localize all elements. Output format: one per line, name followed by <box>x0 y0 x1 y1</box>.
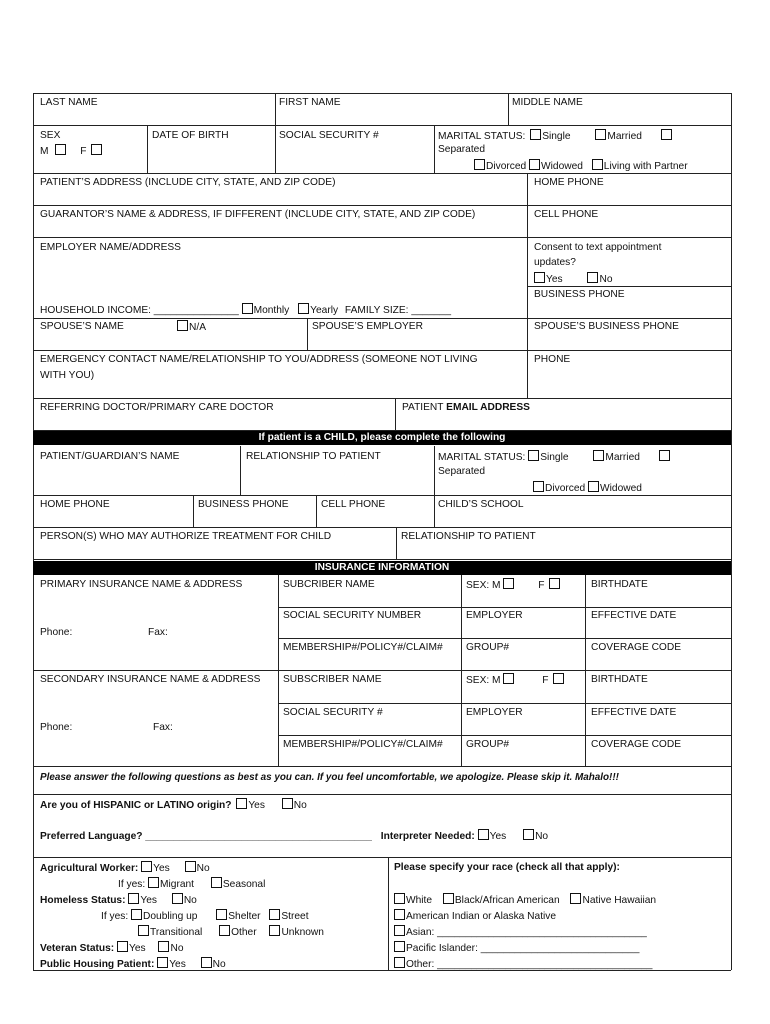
label-consent-line1: Consent to text appointment <box>534 242 662 253</box>
label-hispanic-no: No <box>293 800 307 811</box>
label-cell-phone: CELL PHONE <box>534 209 599 220</box>
checkbox-homeless-yes[interactable] <box>128 893 139 904</box>
label-asian: Asian: _____________________________________ <box>406 927 647 938</box>
label-shelter: Shelter <box>228 911 261 922</box>
homeless-row <box>40 893 197 907</box>
label-last-name: LAST NAME <box>40 97 98 108</box>
marital-status-row3 <box>474 159 688 173</box>
label-married: Married <box>607 131 642 142</box>
label-american-indian: American Indian or Alaska Native <box>406 911 557 922</box>
checkbox-child-single[interactable] <box>528 450 539 461</box>
label-emergency-line1: EMERGENCY CONTACT NAME/RELATIONSHIP TO YOU/ADDRESS (SOMEONE NOT LIVING <box>40 354 478 365</box>
race-row2 <box>394 909 556 923</box>
checkbox-race-other[interactable] <box>394 957 405 968</box>
public-housing-row <box>40 957 226 971</box>
label-consent-line2: updates? <box>534 257 576 268</box>
checkbox-child-married[interactable] <box>593 450 604 461</box>
label-seasonal: Seasonal <box>222 879 266 890</box>
label-hispanic: Are you of HISPANIC or LATINO origin? <box>40 800 232 811</box>
checkbox-agricultural-no[interactable] <box>185 861 196 872</box>
label-primary-employer: EMPLOYER <box>466 610 523 621</box>
label-secondary-effective-date: EFFECTIVE DATE <box>591 707 677 718</box>
label-primary-sex-m: SEX: M <box>466 580 501 591</box>
label-veteran-yes: Yes <box>129 943 146 954</box>
checkbox-hispanic-yes[interactable] <box>236 798 247 809</box>
label-sex-m: M <box>40 146 49 157</box>
label-doubling-up: Doubling up <box>143 911 198 922</box>
child-marital-row1 <box>438 450 671 464</box>
checkbox-interpreter-no[interactable] <box>523 829 534 840</box>
label-agricultural-worker: Agricultural Worker: <box>40 863 139 874</box>
label-public-housing-no: No <box>212 959 226 970</box>
child-section-header: If patient is a CHILD, please complete the following <box>33 431 731 445</box>
label-patient: PATIENT <box>402 402 444 413</box>
checkbox-primary-sex-m[interactable] <box>503 578 514 589</box>
checkbox-shelter[interactable] <box>216 909 227 920</box>
checkbox-veteran-yes[interactable] <box>117 941 128 952</box>
race-row5 <box>394 957 652 971</box>
checkbox-sex-f[interactable] <box>91 144 102 155</box>
label-secondary-sex-m: SEX: M <box>466 675 501 686</box>
checkbox-native-hawaiian[interactable] <box>570 893 581 904</box>
label-primary-group: GROUP# <box>466 642 510 653</box>
checkbox-living-with-partner[interactable] <box>592 159 603 170</box>
label-child-married: Married <box>605 452 640 463</box>
insurance-section-header: INSURANCE INFORMATION <box>33 561 731 575</box>
secondary-sex-options <box>466 673 565 687</box>
label-native-hawaiian: Native Hawaiian <box>582 895 657 906</box>
hispanic-row <box>40 798 307 812</box>
label-consent-no: No <box>599 274 613 285</box>
checkbox-sex-m[interactable] <box>55 144 66 155</box>
label-email-address: EMAIL ADDRESS <box>446 402 530 413</box>
label-secondary-insurance: SECONDARY INSURANCE NAME & ADDRESS <box>40 674 261 685</box>
checkbox-child-divorced[interactable] <box>533 481 544 492</box>
label-employer: EMPLOYER NAME/ADDRESS <box>40 242 181 253</box>
checkbox-homeless-other[interactable] <box>219 925 230 936</box>
checkbox-homeless-no[interactable] <box>172 893 183 904</box>
label-sex-f: F <box>80 146 87 157</box>
race-row4 <box>394 941 639 955</box>
label-secondary-coverage-code: COVERAGE CODE <box>591 739 682 750</box>
label-secondary-group: GROUP# <box>466 739 510 750</box>
label-public-housing: Public Housing Patient: <box>40 959 155 970</box>
label-interpreter-needed: Interpreter Needed: <box>380 831 475 842</box>
label-primary-phone: Phone: <box>40 627 73 638</box>
label-homeless-yes: Yes <box>140 895 157 906</box>
label-child-marital-status: MARITAL STATUS: <box>438 452 526 463</box>
label-preferred-language: Preferred Language? ________________________________________ <box>40 831 372 842</box>
label-household-income: HOUSEHOLD INCOME: _______________ <box>40 305 239 316</box>
label-child-widowed: Widowed <box>600 483 642 494</box>
agricultural-row <box>40 861 210 875</box>
label-agricultural-if-yes: If yes: <box>118 879 146 890</box>
household-income-row <box>40 303 451 317</box>
patient-email-label <box>402 401 530 414</box>
label-interpreter-yes: Yes <box>489 831 507 842</box>
label-homeless-other: Other <box>231 927 257 938</box>
label-date-of-birth: DATE OF BIRTH <box>152 130 229 141</box>
label-homeless-status: Homeless Status: <box>40 895 126 906</box>
label-patient-address: PATIENT’S ADDRESS (INCLUDE CITY, STATE, AND ZIP CODE) <box>40 177 336 188</box>
checkbox-consent-yes[interactable] <box>534 272 545 283</box>
label-homeless-if-yes: If yes: <box>101 911 129 922</box>
child-marital-row3 <box>533 481 642 495</box>
label-secondary-membership: MEMBERSHIP#/POLICY#/CLAIM# <box>283 739 443 750</box>
spouse-na <box>177 320 206 334</box>
checkbox-hispanic-no[interactable] <box>282 798 293 809</box>
checkbox-child-separated[interactable] <box>659 450 670 461</box>
label-divorced: Divorced <box>486 161 527 172</box>
checkbox-separated[interactable] <box>661 129 672 140</box>
label-child-cell-phone: CELL PHONE <box>321 499 386 510</box>
label-homeless-unknown: Unknown <box>281 927 324 938</box>
primary-sex-options <box>466 578 561 592</box>
label-first-name: FIRST NAME <box>279 97 341 108</box>
veteran-row <box>40 941 184 955</box>
checkbox-pacific-islander[interactable] <box>394 941 405 952</box>
label-spouse-na: N/A <box>189 322 206 333</box>
checkbox-secondary-sex-f[interactable] <box>553 673 564 684</box>
label-hispanic-yes: Yes <box>248 800 265 811</box>
label-primary-fax: Fax: <box>148 627 168 638</box>
label-separated: Separated <box>438 144 486 155</box>
label-child-home-phone: HOME PHONE <box>40 499 110 510</box>
checkbox-american-indian[interactable] <box>394 909 405 920</box>
label-marital-status: MARITAL STATUS: <box>438 131 526 142</box>
checkbox-divorced[interactable] <box>474 159 485 170</box>
label-white: White <box>406 895 433 906</box>
sex-options <box>40 144 103 158</box>
label-referring-doctor: REFERRING DOCTOR/PRIMARY CARE DOCTOR <box>40 402 274 413</box>
label-single: Single <box>542 131 571 142</box>
checkbox-asian[interactable] <box>394 925 405 936</box>
label-family-size: FAMILY SIZE: _______ <box>344 305 452 316</box>
label-child-separated: Separated <box>438 466 486 477</box>
label-migrant: Migrant <box>160 879 195 890</box>
checkbox-public-housing-no[interactable] <box>201 957 212 968</box>
checkbox-secondary-sex-m[interactable] <box>503 673 514 684</box>
label-spouse-employer: SPOUSE’S EMPLOYER <box>312 321 423 332</box>
race-row1 <box>394 893 656 907</box>
label-secondary-subscriber: SUBSCRIBER NAME <box>283 674 382 685</box>
label-agricultural-yes: Yes <box>153 863 170 874</box>
checkbox-yearly[interactable] <box>298 303 309 314</box>
label-primary-coverage-code: COVERAGE CODE <box>591 642 682 653</box>
label-secondary-employer: EMPLOYER <box>466 707 523 718</box>
label-primary-effective-date: EFFECTIVE DATE <box>591 610 677 621</box>
label-primary-birthdate: BIRTHDATE <box>591 579 648 590</box>
label-emergency-phone: PHONE <box>534 354 571 365</box>
label-sex: SEX <box>40 130 61 141</box>
checkbox-seasonal[interactable] <box>211 877 222 888</box>
consent-options <box>534 272 613 286</box>
label-ssn: SOCIAL SECURITY # <box>279 130 379 141</box>
label-spouse-business-phone: SPOUSE’S BUSINESS PHONE <box>534 321 679 332</box>
label-home-phone: HOME PHONE <box>534 177 604 188</box>
checkbox-married[interactable] <box>595 129 606 140</box>
checkbox-migrant[interactable] <box>148 877 159 888</box>
checkbox-primary-sex-f[interactable] <box>549 578 560 589</box>
checkbox-doubling-up[interactable] <box>131 909 142 920</box>
label-monthly: Monthly <box>253 305 290 316</box>
checkbox-widowed[interactable] <box>529 159 540 170</box>
label-primary-sex-f: F <box>538 580 545 591</box>
label-middle-name: MIDDLE NAME <box>512 97 583 108</box>
language-row <box>40 829 548 843</box>
label-pacific-islander: Pacific Islander: ____________________________ <box>406 943 640 954</box>
label-secondary-sex-f: F <box>542 675 549 686</box>
label-public-housing-yes: Yes <box>169 959 186 970</box>
label-secondary-fax: Fax: <box>153 722 173 733</box>
label-primary-ssn: SOCIAL SECURITY NUMBER <box>283 610 422 621</box>
label-primary-insurance: PRIMARY INSURANCE NAME & ADDRESS <box>40 579 243 590</box>
label-homeless-no: No <box>183 895 197 906</box>
label-yearly: Yearly <box>310 305 339 316</box>
label-guarantor: GUARANTOR’S NAME & ADDRESS, IF DIFFERENT (INCLUDE CITY, STATE, AND ZIP CODE) <box>40 209 476 220</box>
label-child-relationship: RELATIONSHIP TO PATIENT <box>246 451 381 462</box>
label-spouse-name: SPOUSE’S NAME <box>40 321 124 332</box>
label-agricultural-no: No <box>196 863 210 874</box>
checkbox-consent-no[interactable] <box>587 272 598 283</box>
label-child-business-phone: BUSINESS PHONE <box>198 499 289 510</box>
label-interpreter-no: No <box>535 831 549 842</box>
checkbox-interpreter-yes[interactable] <box>478 829 489 840</box>
homeless-ifyes-row2 <box>138 925 324 939</box>
checkbox-agricultural-yes[interactable] <box>141 861 152 872</box>
label-veteran-no: No <box>170 943 184 954</box>
label-secondary-ssn: SOCIAL SECURITY # <box>283 707 383 718</box>
label-street: Street <box>281 911 309 922</box>
label-primary-membership: MEMBERSHIP#/POLICY#/CLAIM# <box>283 642 443 653</box>
label-veteran-status: Veteran Status: <box>40 943 115 954</box>
checkbox-spouse-na[interactable] <box>177 320 188 331</box>
label-race-other: Other: ______________________________________ <box>406 959 653 970</box>
label-widowed: Widowed <box>541 161 583 172</box>
label-authorize-relationship: RELATIONSHIP TO PATIENT <box>401 531 536 542</box>
label-business-phone: BUSINESS PHONE <box>534 289 625 300</box>
label-race-header: Please specify your race (check all that apply): <box>394 862 620 873</box>
label-transitional: Transitional <box>150 927 203 938</box>
checkbox-public-housing-yes[interactable] <box>157 957 168 968</box>
label-emergency-line2: WITH YOU) <box>40 370 95 381</box>
checkbox-street[interactable] <box>269 909 280 920</box>
marital-status-row1 <box>438 129 673 143</box>
agricultural-ifyes-row <box>118 877 265 891</box>
label-living-with-partner: Living with Partner <box>603 161 688 172</box>
homeless-ifyes-row <box>101 909 309 923</box>
label-authorize-treatment: PERSON(S) WHO MAY AUTHORIZE TREATMENT FOR CHILD <box>40 531 332 542</box>
label-child-divorced: Divorced <box>545 483 586 494</box>
label-guardian-name: PATIENT/GUARDIAN’S NAME <box>40 451 180 462</box>
label-child-school: CHILD’S SCHOOL <box>438 499 524 510</box>
label-black: Black/African American <box>454 895 560 906</box>
checkbox-veteran-no[interactable] <box>158 941 169 952</box>
checkbox-homeless-unknown[interactable] <box>269 925 280 936</box>
race-row3 <box>394 925 647 939</box>
label-secondary-birthdate: BIRTHDATE <box>591 674 648 685</box>
label-secondary-phone: Phone: <box>40 722 73 733</box>
checkbox-child-widowed[interactable] <box>588 481 599 492</box>
checkbox-transitional[interactable] <box>138 925 149 936</box>
checkbox-white[interactable] <box>394 893 405 904</box>
checkbox-monthly[interactable] <box>242 303 253 314</box>
checkbox-single[interactable] <box>530 129 541 140</box>
checkbox-black[interactable] <box>443 893 454 904</box>
label-primary-subscriber: SUBCRIBER NAME <box>283 579 375 590</box>
label-consent-yes: Yes <box>546 274 563 285</box>
label-child-single: Single <box>540 452 569 463</box>
questions-intro: Please answer the following questions as best as you can. If you feel uncomfortable, we apologize. Please skip it. Mahalo!!! <box>40 772 619 783</box>
